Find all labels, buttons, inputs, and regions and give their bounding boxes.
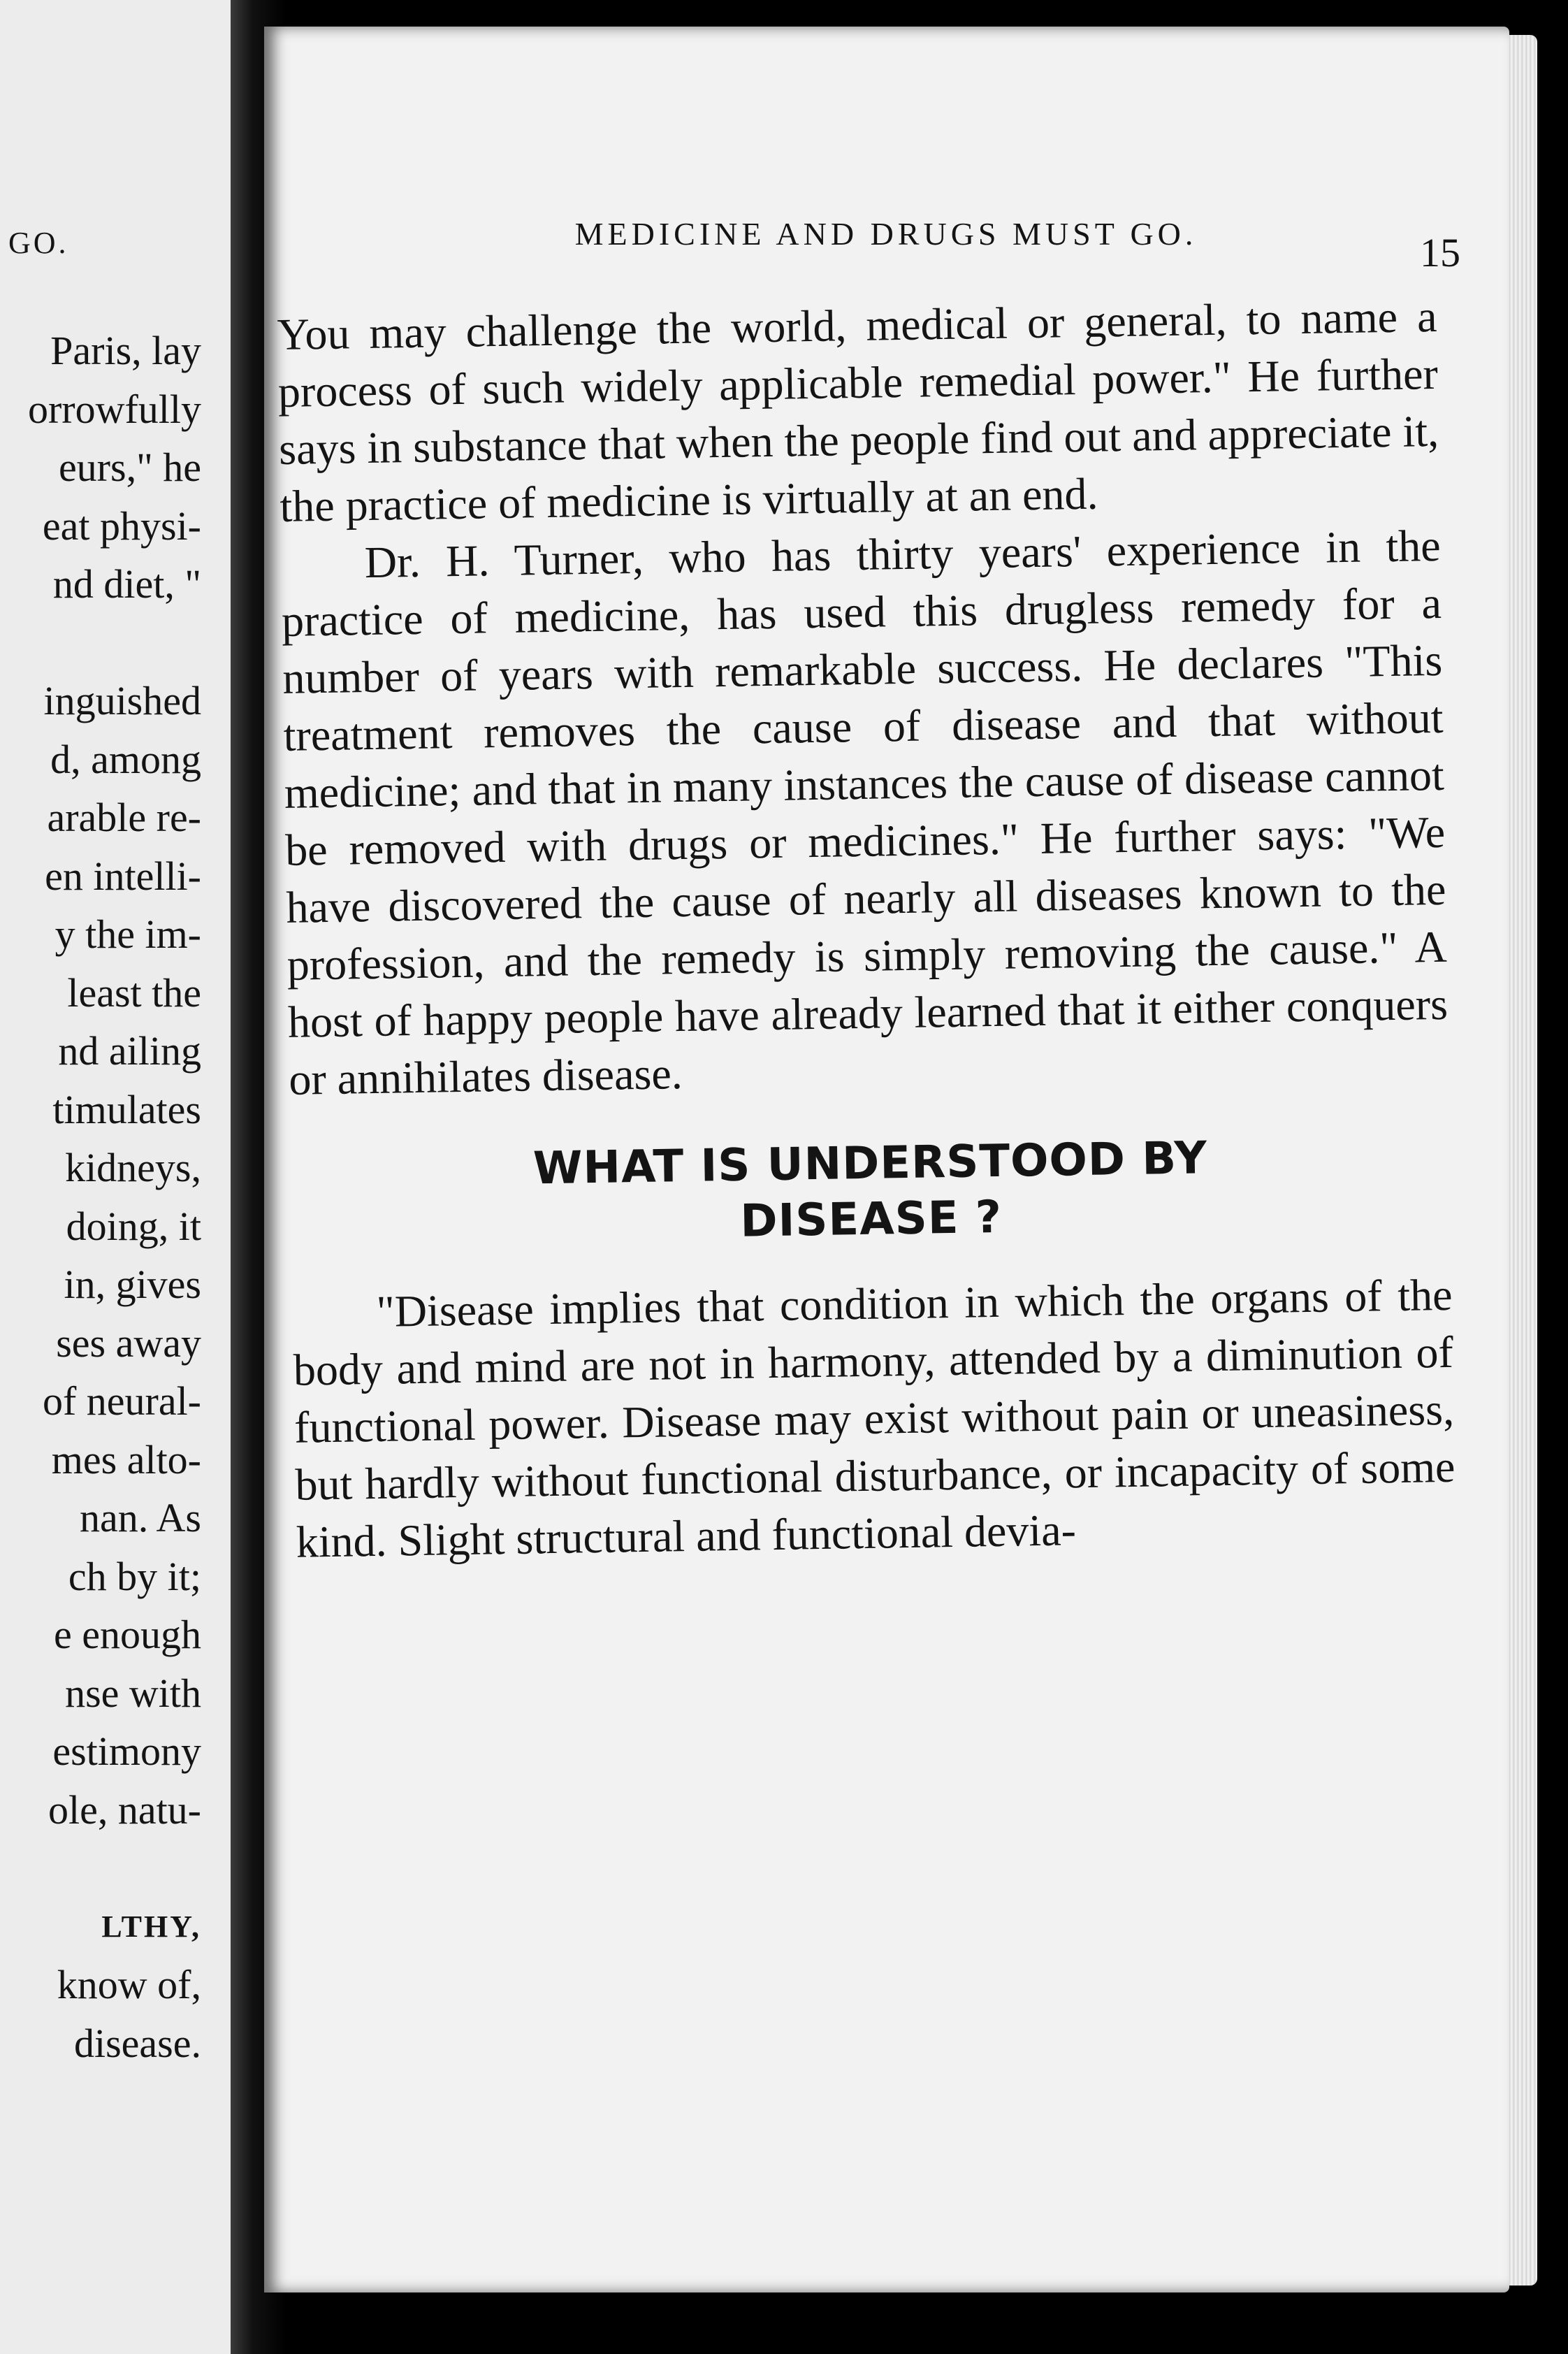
left-page-line: kidneys, <box>65 1145 201 1190</box>
left-page-line: nd ailing <box>58 1028 201 1074</box>
left-page-line: Paris, lay <box>50 328 201 373</box>
left-page-line: eat physi- <box>42 503 201 549</box>
paragraph: You may challenge the world, medical or general, to name a process of such widely applicable remedial power." He further says in substance that when the people find out and appreciate it, the practice of medicine is virtually at an end. <box>277 291 1439 531</box>
left-page-line: d, among <box>50 736 201 782</box>
left-page-line: nse with <box>65 1670 201 1716</box>
left-page-line: timulates <box>52 1086 201 1132</box>
running-head: MEDICINE AND DRUGS MUST GO. <box>574 216 1198 252</box>
body-text <box>277 288 1456 1571</box>
left-page-line: orrowfully <box>27 386 201 432</box>
left-page-text <box>28 322 201 2072</box>
left-page-line: doing, it <box>66 1203 201 1249</box>
left-page-line: nan. As <box>80 1495 201 1540</box>
left-page-line: ses away <box>56 1320 201 1366</box>
left-page-line: of neural- <box>42 1378 201 1424</box>
page-number: 15 <box>1420 230 1460 275</box>
left-page-line: nd diet, " <box>52 561 201 607</box>
left-page-line <box>28 1839 201 1898</box>
section-heading-line: DISEASE ? <box>739 1191 1003 1248</box>
left-page-line: mes alto- <box>51 1436 201 1482</box>
left-page-line: know of, <box>57 1962 201 2007</box>
left-page-line: ch by it; <box>68 1553 201 1599</box>
section-heading <box>290 1127 1451 1257</box>
left-page-line: eurs," he <box>58 445 201 490</box>
left-page-line: en intelli- <box>45 853 201 899</box>
left-page-line: ole, natu- <box>48 1786 201 1833</box>
right-page <box>264 27 1509 2292</box>
left-page-line <box>28 614 201 672</box>
left-page <box>0 0 245 2354</box>
paragraph: Dr. H. Turner, who has thirty years' experience in the practice of medicine, has used this drugless remedy for a number of years with remarkable success. He declares "This treatment removes the cause of disease and that without medicine; and that in many instances the cause of disease cannot be removed with drugs or medicines." He further says: "We have discovered the cause of nearly all diseases known to the profession, and the remedy is simply removing the cause." A host of happy people have already learned that it either conquers or annihilates disease. <box>281 520 1449 1104</box>
left-page-line: disease. <box>74 2020 201 2066</box>
left-page-line: estimony <box>52 1728 201 1774</box>
left-page-line: least the <box>67 969 201 1016</box>
left-page-line: e enough <box>54 1612 201 1657</box>
left-page-line: arable re- <box>47 795 201 840</box>
paragraph: "Disease implies that condition in which the organs of the body and mind are not in harmony, attended by a diminution of functional power. Disease may exist without pain or uneasiness, but hardly without functional disturbance, or incapacity of some kind. Slight structural and functional devia- <box>293 1269 1456 1567</box>
left-page-line: inguished <box>43 678 201 723</box>
left-page-line: y the im- <box>55 911 201 957</box>
left-running-head: GO. <box>8 226 69 260</box>
left-page-line: LTHY, <box>101 1909 201 1944</box>
section-heading-line: WHAT IS UNDERSTOOD BY <box>532 1132 1208 1195</box>
left-page-line: in, gives <box>64 1262 201 1307</box>
